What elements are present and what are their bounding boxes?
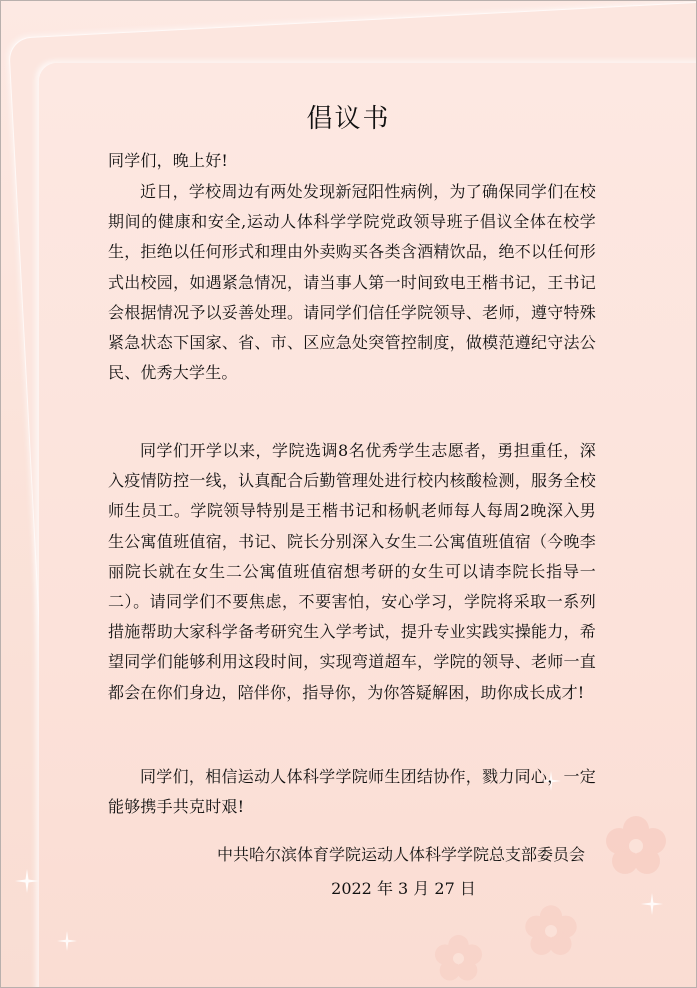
letter-paragraph-1: 近日，学校周边有两处发现新冠阳性病例，为了确保同学们在校期间的健康和安全,运动人体科学学院党政领导班子倡议全体在校学生，拒绝以任何形式和理由外卖购买各类含酒精饮品，绝不以任何形式出校园，如遇紧急情况，请当事人第一时间致电王楷书记，王书记会根据情况予以妥善处理。请同学们信任学院领导、老师，遵守特殊紧急状态下国家、省、市、区应急处突管控制度，做模范遵纪守法公民、优秀大学生。 — [108, 182, 596, 383]
letter-greeting: 同学们，晚上好! — [108, 151, 229, 170]
letter-title: 倡议书 — [306, 104, 391, 134]
letter-date: 2022 年 3 月 27 日 — [331, 879, 476, 898]
letter-signature: 中共哈尔滨体育学院运动人体科学学院总支部委员会 — [216, 845, 585, 864]
letter-paragraph-3: 同学们，相信运动人体科学学院师生团结协作，戮力同心，一定能够携手共克时艰! — [108, 767, 596, 817]
letter-paragraph-2: 同学们开学以来，学院选调8名优秀学生志愿者，勇担重任，深入疫情防控一线，认真配合后勤管理处进行校内核酸检测，服务全校师生员工。学院领导特别是王楷书记和杨帆老师每人每周2晚深入男生公寓值班值宿，书记、院长分别深入女生二公寓值班值宿（今晚李丽院长就在女生二公寓值班值宿想考研的女生可以请李院长指导一二）。请同学们不要焦虑，不要害怕，安心学习，学院将采取一系列措施帮助大家科学备考研究生入学考试，提升专业实践实操能力，希望同学们能够利用这段时间，实现弯道超车，学院的领导、老师一直都会在你们身边，陪伴你，指导你，为你答疑解困，助你成长成才! — [108, 441, 596, 702]
